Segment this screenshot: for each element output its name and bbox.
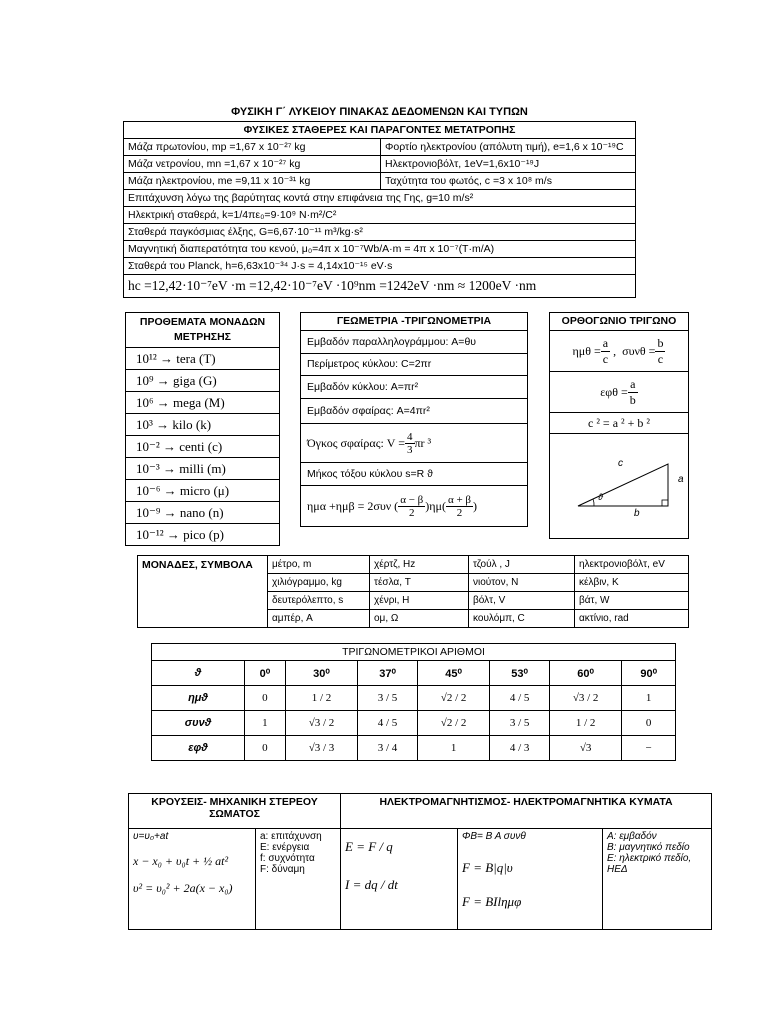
trig-value: 4 / 5 xyxy=(490,686,550,711)
sin-row-label: ημϑ xyxy=(152,686,245,711)
sin-den: c xyxy=(602,351,609,366)
trig-value-sqrt: √3 xyxy=(549,736,621,761)
tan-row-label: εφϑ xyxy=(152,736,245,761)
side-c-label: c xyxy=(618,458,623,469)
unit-cell: κέλβιν, K xyxy=(575,574,689,592)
prefixes-box xyxy=(125,312,280,546)
trig-header-cell: 30⁰ xyxy=(285,661,357,686)
trig-header-cell: 60⁰ xyxy=(549,661,621,686)
page-title: ΦΥΣΙΚΗ Γ΄ ΛΥΚΕΙΟΥ ΠΙΝΑΚΑΣ ΔΕΔΟΜΕΝΩΝ ΚΑΙ ΤΥΠΩΝ xyxy=(231,106,528,118)
speed-of-light: Ταχύτητα του φωτός, c =3 x 10⁸ m/s xyxy=(381,173,636,190)
right-angle-marker xyxy=(662,500,668,506)
legend-item: a: επιτάχυνση xyxy=(260,831,322,842)
trig-value-sqrt: √2 / 2 xyxy=(417,686,489,711)
em-formula: F = B|q|υ xyxy=(462,860,513,875)
trig-value: 1 / 2 xyxy=(549,711,621,736)
unit-cell: βόλτ, V xyxy=(469,592,575,610)
tan-row xyxy=(550,372,688,413)
pythagoras: c ² = a ² + b ² xyxy=(550,413,688,434)
bottom-table xyxy=(128,793,712,930)
sin-cos-row xyxy=(550,331,688,372)
sum-formula xyxy=(301,486,527,526)
sum-formula-right: ) xyxy=(473,498,478,513)
prefix-item: 10⁻¹² → pico (p) xyxy=(136,527,224,542)
trig-value: 4 / 5 xyxy=(358,711,418,736)
mech-formula: υ² = υ₀² + 2a(x − x₀) xyxy=(133,881,233,895)
triangle-box xyxy=(549,312,689,539)
triangle-shape xyxy=(578,464,668,506)
prefix-item: 10⁶ → mega (M) xyxy=(126,392,279,414)
geometry-box xyxy=(300,312,528,527)
cos-num: b xyxy=(657,335,664,350)
parallelogram-area: Εμβαδόν παραλληλογράμμου: A=θυ xyxy=(301,331,527,354)
constants-table xyxy=(123,121,636,298)
electric-constant: Ηλεκτρική σταθερά, k=1/4πε₀=9·10⁹ N·m²/C² xyxy=(124,207,636,224)
em-header: ΗΛΕΚΤΡΟΜΑΓΝΗΤΙΣΜΟΣ- ΗΛΕΚΤΡΟΜΑΓΝΗΤΙΚΑ ΚΥΜΑΤΑ xyxy=(341,794,712,829)
mech-formula: x − x₀ + υ₀t + ½ at² xyxy=(133,854,229,868)
sum-formula-mid: )ημ( xyxy=(425,498,446,513)
sphere-area: Εμβαδόν σφαίρας: A=4πr² xyxy=(301,399,527,424)
trig-value: 3 / 5 xyxy=(358,686,418,711)
angle-arc xyxy=(593,499,594,506)
trig-value: 1 / 2 xyxy=(285,686,357,711)
geometry-header: ΓΕΩΜΕΤΡΙΑ -ΤΡΙΓΩΝΟΜΕΤΡΙΑ xyxy=(301,313,527,331)
circle-area: Εμβαδόν κύκλου: A=πr² xyxy=(301,376,527,399)
mech-formula: υ=υ₀+at xyxy=(133,831,169,842)
trig-value: 1 xyxy=(245,711,286,736)
angle-label: ϑ xyxy=(598,492,603,502)
em-formula: E = F / q xyxy=(345,839,393,854)
side-a-label: a xyxy=(678,474,684,485)
sin-num: a xyxy=(602,335,609,350)
unit-cell: μέτρο, m xyxy=(268,556,370,574)
unit-cell: χιλιόγραμμο, kg xyxy=(268,574,370,592)
sin-label: ημθ = xyxy=(572,343,601,358)
mechanics-header: ΚΡΟΥΣΕΙΣ- ΜΗΧΑΝΙΚΗ ΣΤΕΡΕΟΥ ΣΩΜΑΤΟΣ xyxy=(129,794,341,829)
neutron-mass: Μάζα νετρονίου, mn =1,67 x 10⁻²⁷ kg xyxy=(124,156,381,173)
legend-item: f: συχνότητα xyxy=(260,853,315,864)
em-formula: ΦB= B A συνθ xyxy=(462,831,526,842)
electron-mass: Μάζα ηλεκτρονίου, me =9,11 x 10⁻³¹ kg xyxy=(124,173,381,190)
trig-header-cell: 45⁰ xyxy=(417,661,489,686)
em-formulas-left xyxy=(341,829,458,930)
tan-label: εφθ = xyxy=(600,384,628,399)
trig-value: 0 xyxy=(622,711,676,736)
trig-header-cell: ϑ xyxy=(152,661,245,686)
unit-cell: βάτ, W xyxy=(575,592,689,610)
unit-cell: ομ, Ω xyxy=(370,610,469,628)
constants-header: ΦΥΣΙΚΕΣ ΣΤΑΘΕΡΕΣ ΚΑΙ ΠΑΡΑΓΟΝΤΕΣ ΜΕΤΑΤΡΟΠΗΣ xyxy=(124,122,636,139)
sphere-volume-den: 3 xyxy=(407,443,413,456)
vacuum-permeability: Μαγνητική διαπερατότητα του κενού, μ₀=4π x 10⁻⁷Wb/A·m = 4π x 10⁻⁷(T·m/A) xyxy=(124,241,636,258)
trig-title: ΤΡΙΓΩΝΟΜΕΤΡΙΚΟΙ ΑΡΙΘΜΟΙ xyxy=(152,644,676,661)
trig-value-sqrt: √3 / 2 xyxy=(549,686,621,711)
legend-item: A: εμβαδόν xyxy=(607,831,657,842)
trig-value: 3 / 3 xyxy=(314,742,335,754)
cos-den: c xyxy=(657,351,664,366)
trig-value-sqrt: √2 / 2 xyxy=(417,711,489,736)
units-header: ΜΟΝΑΔΕΣ, ΣΥΜΒΟΛΑ xyxy=(138,556,268,628)
trig-value: 0 xyxy=(245,736,286,761)
trig-value: 4 / 3 xyxy=(490,736,550,761)
prefixes-header: ΠΡΟΘΕΜΑΤΑ ΜΟΝΑΔΩΝ ΜΕΤΡΗΣΗΣ xyxy=(126,313,279,348)
sphere-volume-label: Όγκος σφαίρας: V = xyxy=(307,435,405,450)
triangle-header: ΟΡΘΟΓΩΝΙΟ ΤΡΙΓΩΝΟ xyxy=(550,313,688,331)
prefix-item: 10⁻² → centi (c) xyxy=(126,436,279,458)
unit-cell: τέσλα, T xyxy=(370,574,469,592)
arc-length: Μήκος τόξου κύκλου s=R ϑ xyxy=(301,463,527,486)
legend-item: E: ενέργεια xyxy=(260,842,310,853)
sum-formula-f1-num: α − β xyxy=(400,493,424,506)
tan-den: b xyxy=(629,392,636,407)
gravitational-constant: Σταθερά παγκόσμιας έλξης, G=6,67·10⁻¹¹ m³/kg·s² xyxy=(124,224,636,241)
unit-cell: τζούλ , J xyxy=(469,556,575,574)
electron-charge: Φορτίο ηλεκτρονίου (απόλυτη τιμή), e=1,6 x 10⁻¹⁹C xyxy=(381,139,636,156)
unit-cell: νιούτον, N xyxy=(469,574,575,592)
sphere-volume-num: 4 xyxy=(407,430,413,443)
circle-circumference: Περίμετρος κύκλου: C=2πr xyxy=(301,354,527,376)
right-triangle-figure xyxy=(550,434,686,538)
trig-value: 1 xyxy=(622,686,676,711)
trig-value: 1 xyxy=(417,736,489,761)
unit-cell: κουλόμπ, C xyxy=(469,610,575,628)
trig-header-cell: 90⁰ xyxy=(622,661,676,686)
sum-formula-f2-den: 2 xyxy=(456,506,463,519)
unit-cell: χένρι, H xyxy=(370,592,469,610)
prefix-item: 10¹² → tera (T) xyxy=(126,348,279,370)
unit-cell: αμπέρ, A xyxy=(268,610,370,628)
legend-item: E: ηλεκτρικό πεδίο, ΗΕΔ xyxy=(607,853,692,875)
mechanics-formulas xyxy=(129,829,256,930)
em-formula: F = BΙlημφ xyxy=(462,894,522,909)
sphere-volume-rest: πr ³ xyxy=(414,435,432,450)
trig-value-sqrt: √3 / 2 xyxy=(285,711,357,736)
electronvolt: Ηλεκτρονιοβόλτ, 1eV=1,6x10⁻¹⁹J xyxy=(381,156,636,173)
cos-row-label: συνϑ xyxy=(152,711,245,736)
unit-cell: δευτερόλεπτο, s xyxy=(268,592,370,610)
em-formulas-right xyxy=(458,829,603,930)
planck-constant: Σταθερά του Planck, h=6,63x10⁻³⁴ J·s = 4,14x10⁻¹⁵ eV·s xyxy=(124,258,636,275)
hc-value: hc =12,42·10⁻⁷eV ·m =12,42·10⁻⁷eV ·10⁹nm =1242eV ·nm ≈ 1200eV ·nm xyxy=(124,275,636,298)
sum-formula-left: ημα +ημβ = 2συν ( xyxy=(307,498,399,513)
trig-value: 3 / 2 xyxy=(314,717,335,729)
em-formula: I = dq / dt xyxy=(345,877,398,892)
trig-header-cell: 53⁰ xyxy=(490,661,550,686)
triangle-diagram xyxy=(550,434,688,538)
separator: , xyxy=(610,343,623,358)
unit-cell: ηλεκτρονιοβόλτ, eV xyxy=(575,556,689,574)
trig-value: 3 xyxy=(585,742,592,754)
trig-value-sqrt: √3 / 3 xyxy=(285,736,357,761)
cos-label: συνθ = xyxy=(622,343,656,358)
legend-item: B: μαγνητικό πεδίο xyxy=(607,842,690,853)
legend-item: F: δύναμη xyxy=(260,864,305,875)
trig-header-cell: 0⁰ xyxy=(245,661,286,686)
proton-mass: Μάζα πρωτονίου, mp =1,67 x 10⁻²⁷ kg xyxy=(124,139,381,156)
mechanics-legend xyxy=(256,829,341,930)
em-legend xyxy=(603,829,712,930)
trig-value: 3 / 5 xyxy=(490,711,550,736)
trig-value: − xyxy=(622,736,676,761)
sum-formula-f1-den: 2 xyxy=(408,506,415,519)
trig-header-cell: 37⁰ xyxy=(358,661,418,686)
trig-value: 3 / 2 xyxy=(578,692,599,704)
prefix-item: 10⁻⁹ → nano (n) xyxy=(126,502,279,524)
trig-table xyxy=(151,643,676,761)
prefix-item: 10⁹ → giga (G) xyxy=(126,370,279,392)
trig-value: 2 / 2 xyxy=(446,692,467,704)
tan-num: a xyxy=(628,377,638,393)
unit-cell: ακτίνιο, rad xyxy=(575,610,689,628)
sum-formula-f2-num: α + β xyxy=(447,493,472,506)
prefix-item: 10⁻⁶ → micro (μ) xyxy=(126,480,279,502)
trig-value: 0 xyxy=(245,686,286,711)
prefix-item: 10³ → kilo (k) xyxy=(126,414,279,436)
trig-value: 2 / 2 xyxy=(446,717,467,729)
gravity-acceleration: Επιτάχυνση λόγω της βαρύτητας κοντά στην επιφάνεια της Γης, g=10 m/s² xyxy=(124,190,636,207)
sphere-volume xyxy=(301,424,527,463)
prefix-item: 10⁻³ → milli (m) xyxy=(126,458,279,480)
units-table xyxy=(137,555,689,628)
side-b-label: b xyxy=(634,508,640,519)
unit-cell: χέρτζ, Hz xyxy=(370,556,469,574)
trig-value: 3 / 4 xyxy=(358,736,418,761)
